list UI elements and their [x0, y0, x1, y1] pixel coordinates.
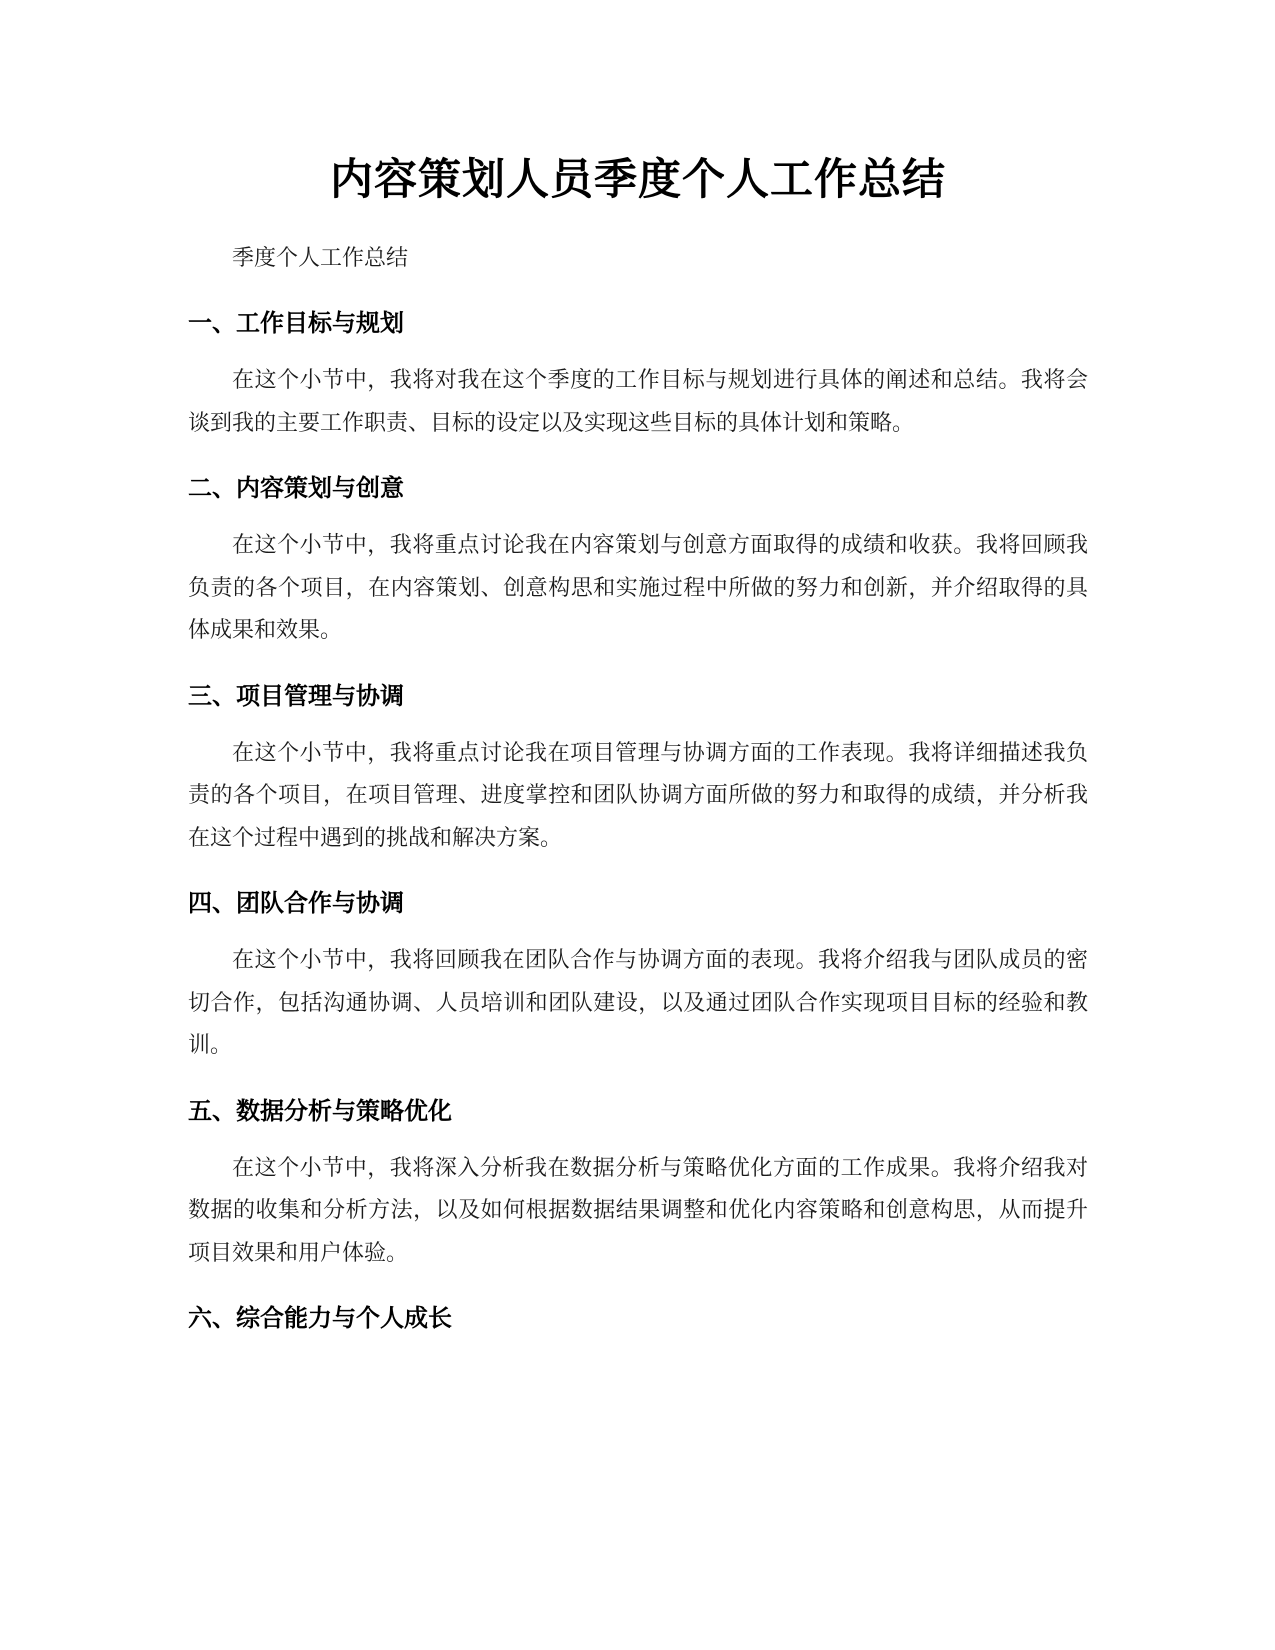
section-personal-growth: [188, 1295, 1088, 1341]
section-paragraph: 在这个小节中，我将深入分析我在数据分析与策略优化方面的工作成果。我将介绍我对数据的收集和分析方法，以及如何根据数据结果调整和优化内容策略和创意构思，从而提升项目效果和用户体验。: [188, 1155, 1088, 1266]
section-heading: 二、内容策划与创意: [188, 474, 404, 502]
section-paragraph: 在这个小节中，我将对我在这个季度的工作目标与规划进行具体的阐述和总结。我将会谈到我的主要工作职责、目标的设定以及实现这些目标的具体计划和策略。: [188, 368, 1088, 436]
document-content: [188, 148, 1088, 1341]
section-teamwork: [188, 880, 1088, 1068]
document-title: 内容策划人员季度个人工作总结: [330, 155, 946, 205]
section-heading: 五、数据分析与策略优化: [188, 1096, 452, 1125]
section-paragraph: 在这个小节中，我将回顾我在团队合作与协调方面的表现。我将介绍我与团队成员的密切合作，包括沟通协调、人员培训和团队建设，以及通过团队合作实现项目目标的经验和教训。: [188, 948, 1088, 1058]
document-subtitle: 季度个人工作总结: [232, 246, 409, 271]
section-heading: 六、综合能力与个人成长: [188, 1304, 452, 1332]
section-paragraph: 在这个小节中，我将重点讨论我在项目管理与协调方面的工作表现。我将详细描述我负责的各个项目，在项目管理、进度掌控和团队协调方面所做的努力和取得的成绩，并分析我在这个过程中遇到的挑战和解决方案。: [188, 740, 1088, 851]
section-project-management: [188, 673, 1088, 861]
section-heading: 三、项目管理与协调: [188, 681, 404, 710]
section-heading: 四、团队合作与协调: [188, 889, 404, 917]
section-paragraph: 在这个小节中，我将重点讨论我在内容策划与创意方面取得的成绩和收获。我将回顾我负责的各个项目，在内容策划、创意构思和实施过程中所做的努力和创新，并介绍取得的具体成果和效果。: [188, 533, 1088, 643]
section-heading: 一、工作目标与规划: [188, 309, 404, 337]
section-work-goals: [188, 300, 1088, 445]
section-data-analysis: [188, 1088, 1088, 1276]
section-content-planning: [188, 465, 1088, 653]
